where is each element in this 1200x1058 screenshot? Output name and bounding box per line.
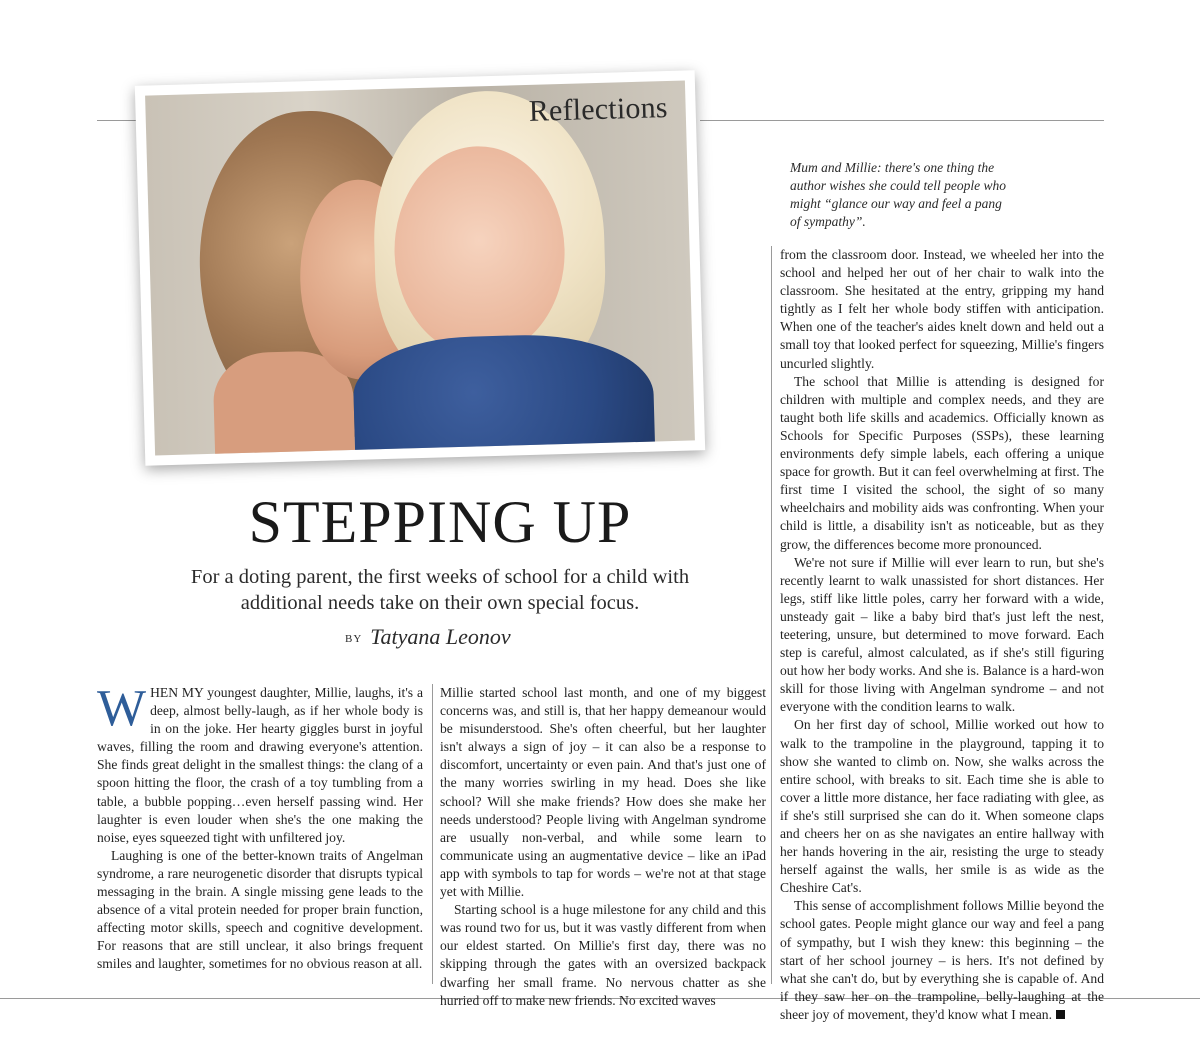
article-paragraph: On her first day of school, Millie worked out how to walk to the trampoline in the playground, tapping it to show she wanted to climb on. Now, she walks across the entire school, with breaks to sit. Each time she is able to cover a little more distance, her face radiating with glee, as if she's still surprised she can do it. When someone claps and cheers her on as she navigates an entire hallway with her hands hovering in the air, resisting the urge to steady herself against the walls, her smile is as wide as the Cheshire Cat's. xyxy=(780,717,1104,896)
photo-child-dress xyxy=(352,332,656,456)
article-paragraph: Millie started school last month, and one of my biggest concerns was, and still is, that her happy demeanour would be misunderstood. She's often cheerful, but her laughter isn't always a sign of joy – it can also be a response to discomfort, uncertainty or even pain. And that's just one of the many worries swirling in my head. Does she like school? Will she make friends? How does she make her needs understood? People living with Angelman syndrome are usually non-verbal, and while some learn to communicate using an augmentative device – like an iPad app with symbols to tap for words – we're not at that stage yet with Millie. xyxy=(440,685,766,900)
drop-cap: W xyxy=(97,680,147,737)
article-paragraph: This sense of accomplishment follows Millie beyond the school gates. People might glance our way and feel a pang of sympathy, but I wish they knew: this beginning – the start of her school journey – is hers. It's not defined by what she can't do, but by everything she is capable of. And if they saw her on the trampoline, belly-laughing at the sheer joy of movement, they'd know what I mean. xyxy=(780,898,1104,1022)
article-paragraph: WHEN MY youngest daughter, Millie, laughs, it's a deep, almost belly-laugh, as if her whole body is in on the joke. Her hearty giggles burst in joyful waves, filling the room and drawing everyone's attention. She finds great delight in the smallest things: the clang of a spoon hitting the floor, the crash of a toy tumbling from a table, a bubble popping…even herself passing wind. Her laughter is even louder when she's the one making the noise, eyes squeezed tight with unfiltered joy. xyxy=(97,680,423,845)
photo-caption: Mum and Millie: there's one thing the author wishes she could tell people who might “glance our way and feel a pang of sympathy”. xyxy=(790,160,1006,229)
article-paragraph: from the classroom door. Instead, we wheeled her into the school and helped her out of her chair to walk into the classroom. She hesitated at the entry, gripping my hand tightly as I felt her whole body stiffen with anticipation. When one of the teacher's aides knelt down and held out a small toy that looked perfect for squeezing, Millie's fingers uncurled slightly. xyxy=(780,247,1104,371)
article-column-3 xyxy=(780,246,1104,1024)
article-paragraph: We're not sure if Millie will ever learn to run, but she's recently learnt to walk unassisted for short distances. Her legs, stiff like little poles, carry her forward with a wide, unsteady gait – like a baby bird that's just left the nest, teetering, unsure, but determined to move forward. Each step is careful, almost calculated, as if she's still figuring out how her body works. And she is. Balance is a hard-won skill for those living with Angelman syndrome – and not everyone with the condition learns to walk. xyxy=(780,554,1104,715)
end-mark-icon xyxy=(1056,1010,1065,1019)
photo-frame xyxy=(135,70,705,465)
article-paragraph: Laughing is one of the better-known traits of Angelman syndrome, a rare neurogenetic disorder that disrupts typical messaging in the brain. A single missing gene leads to the absence of a vital protein needed for proper brain function, affecting motor skills, speech and cognitive development. For reasons that are still unclear, it also brings frequent smiles and laughter, sometimes for no obvious reason at all. xyxy=(97,847,423,972)
article-column-1 xyxy=(97,680,423,974)
column-divider xyxy=(432,684,433,984)
article-column-2 xyxy=(440,684,766,1010)
column-divider xyxy=(771,246,772,984)
article-paragraph: Starting school is a huge milestone for any child and this was round two for us, but it was vastly different from when our eldest started. On Millie's first day, there was no skipping through the gates with an oversized backpack dwarfing her small frame. No nervous chatter as she hurried off to make new friends. No excited waves xyxy=(440,902,766,1008)
section-label: Reflections xyxy=(528,91,669,128)
standfirst: For a doting parent, the first weeks of school for a child with additional needs take on their own special focus. xyxy=(190,566,690,614)
byline xyxy=(345,624,511,650)
byline-prefix: BY xyxy=(345,632,363,645)
headline: STEPPING UP xyxy=(248,489,632,555)
article-paragraph: The school that Millie is attending is designed for children with multiple and complex needs, and they are taught both life skills and academics. Officially known as Schools for Specific Purposes (SSPs), these learning environments defy simple labels, each offering a unique space for growth. But it can feel overwhelming at first. The first time I visited the school, the sight of so many wheelchairs and mobility aids was confronting. When your child is little, a disability isn't as noticeable, but as they grow, the differences become more pronounced. xyxy=(780,373,1104,552)
byline-author: Tatyana Leonov xyxy=(370,624,511,649)
mother-daughter-photo xyxy=(145,81,695,456)
top-rule-right xyxy=(700,120,1104,121)
